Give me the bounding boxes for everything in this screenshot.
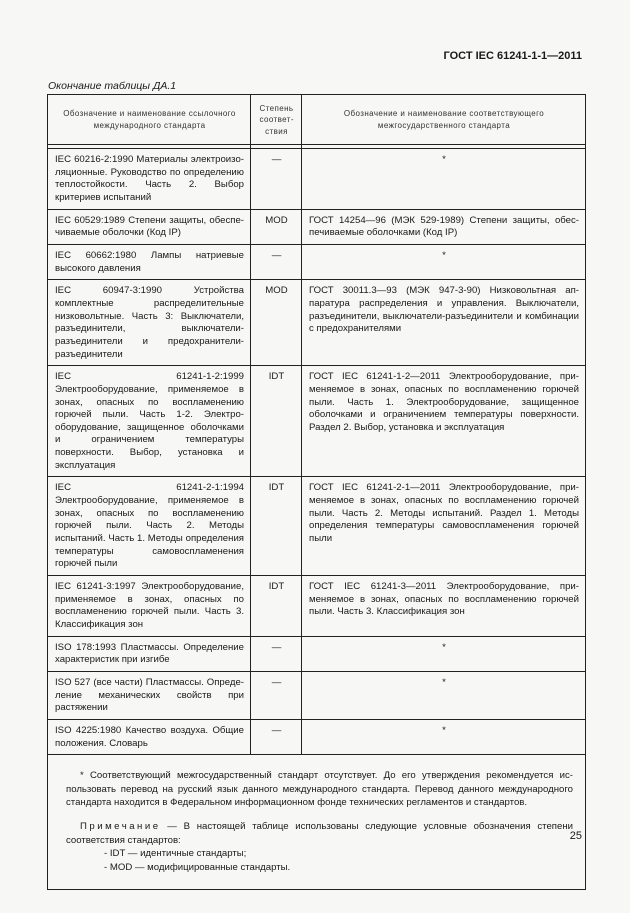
note-paragraph: [66, 820, 573, 847]
table-row: [48, 719, 586, 754]
standards-correspondence-table: [47, 94, 586, 890]
national-standard-cell: *: [302, 149, 586, 210]
degree-of-correspondence-cell: —: [251, 636, 302, 671]
degree-of-correspondence-cell: —: [251, 149, 302, 210]
table-row: [48, 366, 586, 477]
column-header-reference: Обозначение и наименование ссылочного международного стандарта: [48, 95, 251, 145]
table-row: [48, 280, 586, 366]
national-standard-cell: ГОСТ IEC 61241-2-1—2011 Электрооборудование, применяемое в зонах, опасных по воспламенению горючей пыли. Часть 2. Методы испытаний. Раздел 1. Методы определения температуры самовоспламенения горючей пыли: [302, 477, 586, 576]
table-row: [48, 244, 586, 279]
national-standard-cell: ГОСТ 14254—96 (МЭК 529-1989) Степени защиты, обеспечиваемые оболочками (Код IP): [302, 209, 586, 244]
reference-standard-cell: IEC 61241-3:1997 Электрооборудование, применяемое в зонах, опасных по воспламенению горючей пыли. Часть 3. Классификация зон: [48, 576, 251, 637]
national-standard-cell: *: [302, 671, 586, 719]
table-row: [48, 477, 586, 576]
reference-standard-cell: IEC 60529:1989 Степени защиты, обеспечиваемые оболочки (Код IP): [48, 209, 251, 244]
footnote-text: * Соответствующий межгосударственный стандарт отсутствует. До его утверждения рекомендуется использовать перевод на русский язык данного международного стандарта. Перевод данного международного стандарта находится в Федеральном информационном фонде технических регламентов и стандартов.: [66, 770, 573, 809]
reference-standard-cell: ISO 178:1993 Пластмассы. Определение характеристик при изгибе: [48, 636, 251, 671]
degree-of-correspondence-cell: IDT: [251, 366, 302, 477]
table-row: [48, 209, 586, 244]
reference-standard-cell: ISO 4225:1980 Качество воздуха. Общие положения. Словарь: [48, 719, 251, 754]
reference-standard-cell: IEC 61241-2-1:1994 Электрооборудование, применяемое в зонах, опасных по воспламенению горючей пыли. Часть 2. Методы испытаний. Часть 1. Методы определения температуры самовоспламенения горючей пыли: [48, 477, 251, 576]
reference-standard-cell: IEC 60947-3:1990 Устройства комплектные распределительные низковольтные. Часть 3: Выключатели, разъединители, выключатели-разъединители и предохранители-разъединители: [48, 280, 251, 366]
degree-of-correspondence-cell: —: [251, 671, 302, 719]
national-standard-cell: *: [302, 244, 586, 279]
national-standard-cell: ГОСТ IEC 61241-1-2—2011 Электрооборудование, применяемое в зонах, опасных по воспламенению горючей пыли. Часть 1. Электрооборудование, защищенное оболочками и ограничением температуры поверхности. Раздел 2. Выбор, установка и эксплуатация: [302, 366, 586, 477]
degree-of-correspondence-cell: MOD: [251, 280, 302, 366]
table-caption: Окончание таблицы ДА.1: [48, 80, 177, 92]
national-standard-cell: ГОСТ 30011.3—93 (МЭК 947-3-90) Низковольтная аппаратура распределения и управления. Выключатели, разъединители, выключатели-разъединители и комбинации с предохранителями: [302, 280, 586, 366]
document-code: ГОСТ IEC 61241-1-1—2011: [443, 50, 582, 62]
degree-of-correspondence-cell: IDT: [251, 576, 302, 637]
note-text: — В настоящей таблице использованы следующие условные обозначения степени соответствия стандартов:: [66, 821, 573, 846]
national-standard-cell: *: [302, 636, 586, 671]
degree-of-correspondence-cell: MOD: [251, 209, 302, 244]
note-item-mod: - MOD — модифицированные стандарты.: [104, 861, 291, 873]
table-row: [48, 636, 586, 671]
national-standard-cell: *: [302, 719, 586, 754]
national-standard-cell: ГОСТ IEC 61241-3—2011 Электрооборудование, применяемое в зонах, опасных по воспламенению горючей пыли. Часть 3. Классификация зон: [302, 576, 586, 637]
degree-of-correspondence-cell: —: [251, 719, 302, 754]
table-row: [48, 671, 586, 719]
reference-standard-cell: IEC 61241-1-2:1999 Электрооборудование, применяемое в зонах, опасных по воспламенению горючей пыли. Часть 1-2. Электрооборудование, защищенное оболочками и ограничением температуры поверхности. Выбор, установка и эксплуатация: [48, 366, 251, 477]
column-header-national: Обозначение и наименование соответствующего межгосударственного стандарта: [302, 95, 586, 145]
reference-standard-cell: ISO 527 (все части) Пластмассы. Определение механических свойств при растяжении: [48, 671, 251, 719]
reference-standard-cell: IEC 60662:1980 Лампы натриевые высокого давления: [48, 244, 251, 279]
note-label: Примечание: [80, 821, 161, 833]
degree-of-correspondence-cell: —: [251, 244, 302, 279]
degree-of-correspondence-cell: IDT: [251, 477, 302, 576]
page-number: 25: [569, 830, 582, 842]
table-row: [48, 576, 586, 637]
note-item-idt: - IDT — идентичные стандарты;: [104, 848, 247, 860]
reference-standard-cell: IEC 60216-2:1990 Материалы электроизоляционные. Руководство по определению теплостойкости. Часть 2. Выбор критериев испытаний: [48, 149, 251, 210]
table-footnote: [48, 755, 586, 889]
table-row: [48, 149, 586, 210]
column-header-degree: Степень соответствия: [251, 95, 302, 145]
